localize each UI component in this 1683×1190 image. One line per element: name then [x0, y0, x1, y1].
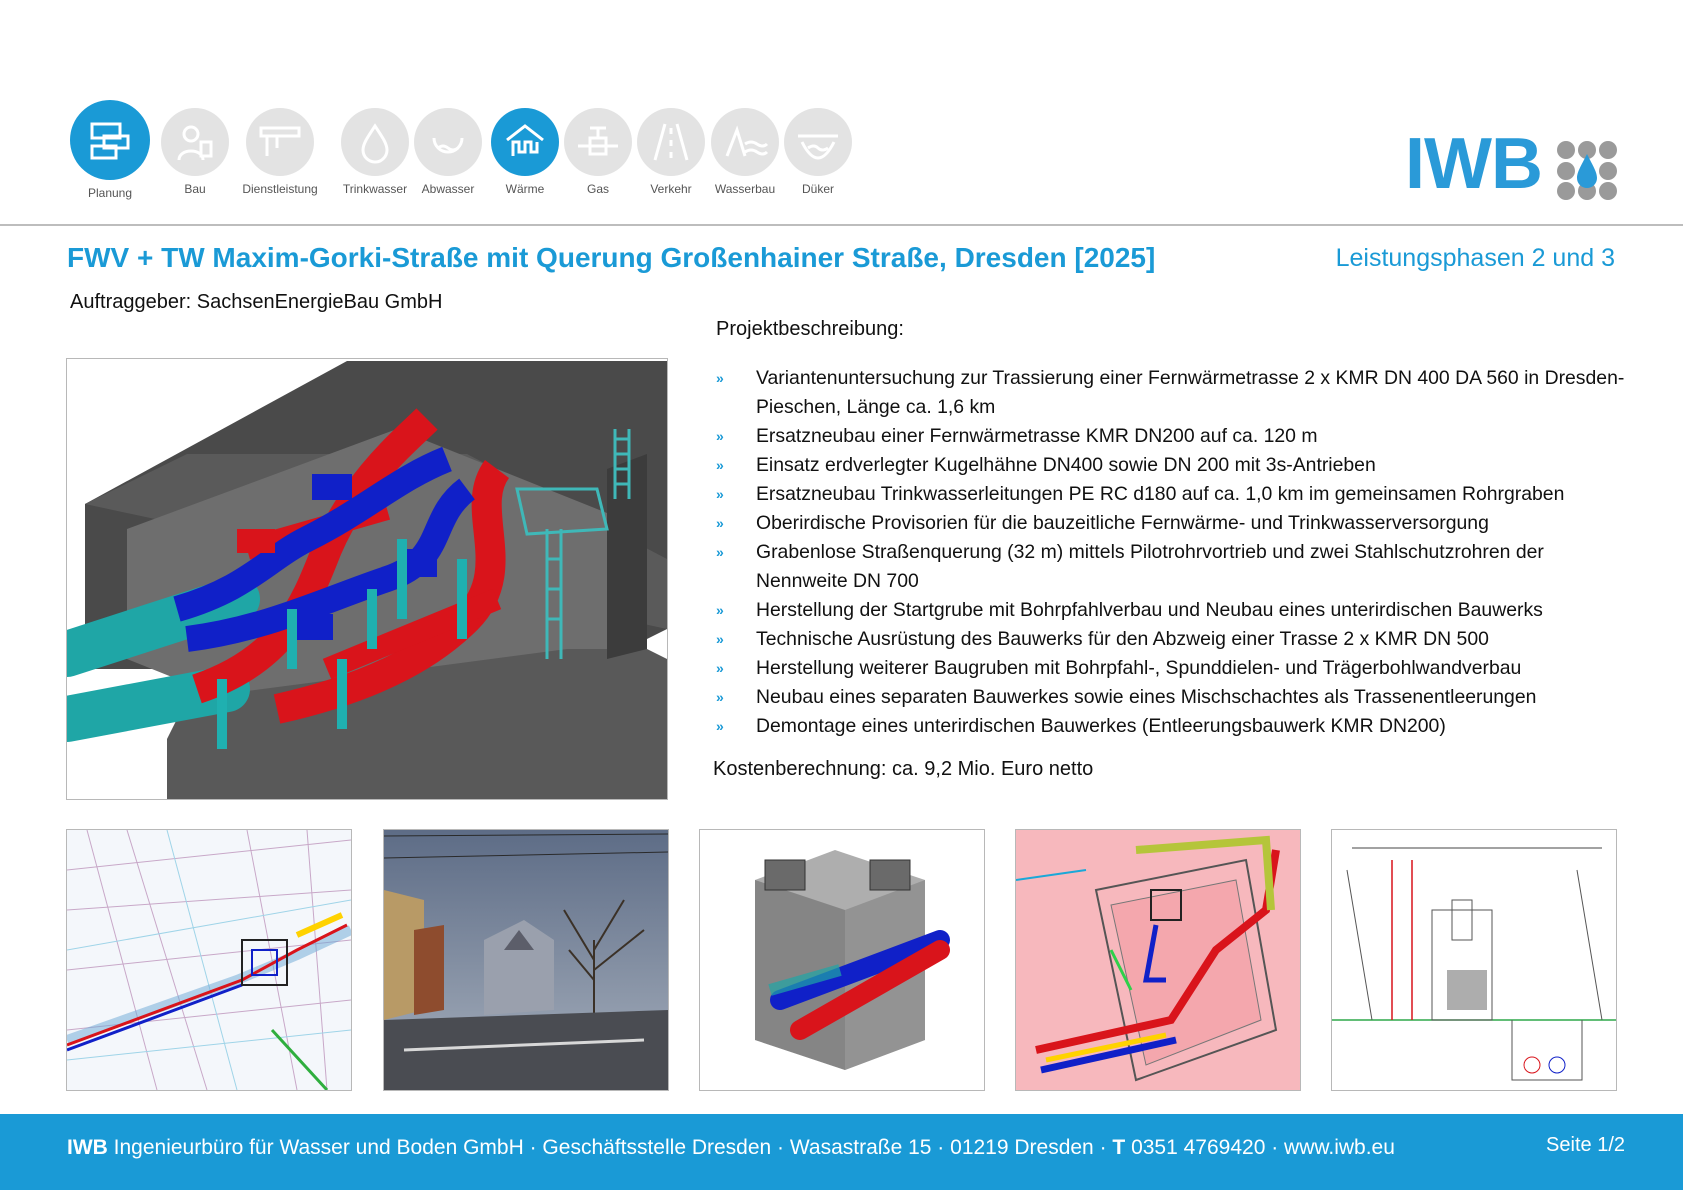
description-item: [716, 654, 1626, 683]
category-label: Bau: [184, 182, 206, 196]
category-label: Dienstleistung: [242, 182, 318, 196]
category-label: Gas: [586, 182, 609, 196]
category-planung: [70, 100, 150, 200]
category-dienstleistung: [240, 108, 320, 196]
culvert-icon: [784, 108, 852, 176]
category-label: Wärme: [505, 182, 545, 196]
description-item-text: Herstellung weiterer Baugruben mit Bohrpfahl-, Spunddielen- und Trägerbohlwandverbau: [756, 657, 1522, 679]
bullet-marker-icon: »: [716, 631, 724, 647]
sewer-icon: [414, 108, 482, 176]
site-plan-thumbnail: [66, 829, 352, 1091]
category-label: Wasserbau: [714, 182, 776, 196]
construction-worker-icon: [161, 108, 229, 176]
category-gas: [558, 108, 638, 196]
footer-bar: [0, 1114, 1683, 1190]
footer-company: IWB: [67, 1136, 108, 1159]
footer-phone: 0351 4769420 · www.iwb.eu: [1125, 1136, 1395, 1159]
description-item: [716, 451, 1626, 480]
structure-3d-thumbnail: [699, 829, 985, 1091]
description-item-text: Ersatzneubau Trinkwasserleitungen PE RC d180 auf ca. 1,0 km im gemeinsamen Rohrgraben: [756, 483, 1565, 505]
page-number: Seite 1/2: [1546, 1134, 1625, 1156]
category-label: Düker: [801, 182, 834, 196]
bullet-marker-icon: »: [716, 718, 724, 734]
description-item: [716, 538, 1626, 596]
bullet-marker-icon: »: [716, 660, 724, 676]
bullet-marker-icon: »: [716, 370, 724, 386]
hydraulic-engineering-icon: [711, 108, 779, 176]
iwb-logo-mark-icon: [1556, 140, 1618, 200]
description-item-text: Technische Ausrüstung des Bauwerks für den Abzweig einer Trasse 2 x KMR DN 500: [756, 628, 1489, 650]
footer-address: [67, 1136, 1395, 1160]
category-bau: [155, 108, 235, 196]
planning-icon: [70, 100, 150, 180]
description-item-text: Neubau eines separaten Bauwerkes sowie eines Mischschachtes als Trassenentleerungen: [756, 686, 1537, 708]
description-item: [716, 422, 1626, 451]
category-wasserbau: [705, 108, 785, 196]
project-phase: Leistungsphasen 2 und 3: [1335, 244, 1615, 272]
category-label: Abwasser: [421, 182, 475, 196]
category-abwasser: [408, 108, 488, 196]
category-trinkwasser: [335, 108, 415, 196]
category-label: Verkehr: [650, 182, 692, 196]
description-item-text: Grabenlose Straßenquerung (32 m) mittels Pilotrohrvortrieb und zwei Stahlschutzrohren der Nennweite DN 700: [756, 541, 1544, 592]
road-icon: [637, 108, 705, 176]
footer-phone-label: T: [1112, 1136, 1126, 1159]
bullet-marker-icon: »: [716, 689, 724, 705]
description-item: [716, 625, 1626, 654]
bullet-marker-icon: »: [716, 544, 724, 560]
description-item: [716, 683, 1626, 712]
cost-estimate: Kostenberechnung: ca. 9,2 Mio. Euro netto: [713, 758, 1094, 780]
category-label: Planung: [87, 186, 133, 200]
bullet-marker-icon: »: [716, 457, 724, 473]
cross-section-thumbnail: [1331, 829, 1617, 1091]
description-item-text: Ersatzneubau einer Fernwärmetrasse KMR DN200 auf ca. 120 m: [756, 425, 1318, 447]
bullet-marker-icon: »: [716, 602, 724, 618]
bullet-marker-icon: »: [716, 515, 724, 531]
header-divider: [0, 224, 1683, 226]
description-list: [716, 364, 1626, 741]
category-düker: [778, 108, 858, 196]
heat-pipe-icon: [491, 108, 559, 176]
gas-valve-icon: [564, 108, 632, 176]
description-item-text: Demontage eines unterirdischen Bauwerkes (Entleerungsbauwerk KMR DN200): [756, 715, 1446, 737]
caliper-icon: [246, 108, 314, 176]
footer-company-text: Ingenieurbüro für Wasser und Boden GmbH · Geschäftsstelle Dresden · Wasastraße 15 · 01219 Dresden ·: [107, 1136, 1113, 1159]
water-drop-icon: [341, 108, 409, 176]
description-item-text: Oberirdische Provisorien für die bauzeitliche Fernwärme- und Trinkwasserversorgung: [756, 512, 1489, 534]
description-item: [716, 480, 1626, 509]
description-item: [716, 509, 1626, 538]
iwb-logo: IWB: [1405, 124, 1542, 204]
category-wärme: [485, 108, 565, 196]
project-title: FWV + TW Maxim-Gorki-Straße mit Querung Großenhainer Straße, Dresden [2025]: [67, 242, 1156, 273]
bullet-marker-icon: »: [716, 486, 724, 502]
description-item-text: Variantenuntersuchung zur Trassierung einer Fernwärmetrasse 2 x KMR DN 400 DA 560 in Dresden-Pieschen, Länge ca. 1,6 km: [756, 367, 1625, 418]
client-line: Auftraggeber: SachsenEnergieBau GmbH: [70, 291, 443, 313]
description-item-text: Einsatz erdverlegter Kugelhähne DN400 sowie DN 200 mit 3s-Antrieben: [756, 454, 1376, 476]
description-item: [716, 364, 1626, 422]
category-label: Trinkwasser: [342, 182, 408, 196]
construction-plan-thumbnail: [1015, 829, 1301, 1091]
description-item-text: Herstellung der Startgrube mit Bohrpfahlverbau und Neubau eines unterirdischen Bauwerks: [756, 599, 1543, 621]
description-heading: Projektbeschreibung:: [716, 318, 904, 340]
main-3d-rendering: [66, 358, 668, 800]
category-verkehr: [631, 108, 711, 196]
street-photo-thumbnail: [383, 829, 669, 1091]
description-item: [716, 712, 1626, 741]
description-item: [716, 596, 1626, 625]
bullet-marker-icon: »: [716, 428, 724, 444]
